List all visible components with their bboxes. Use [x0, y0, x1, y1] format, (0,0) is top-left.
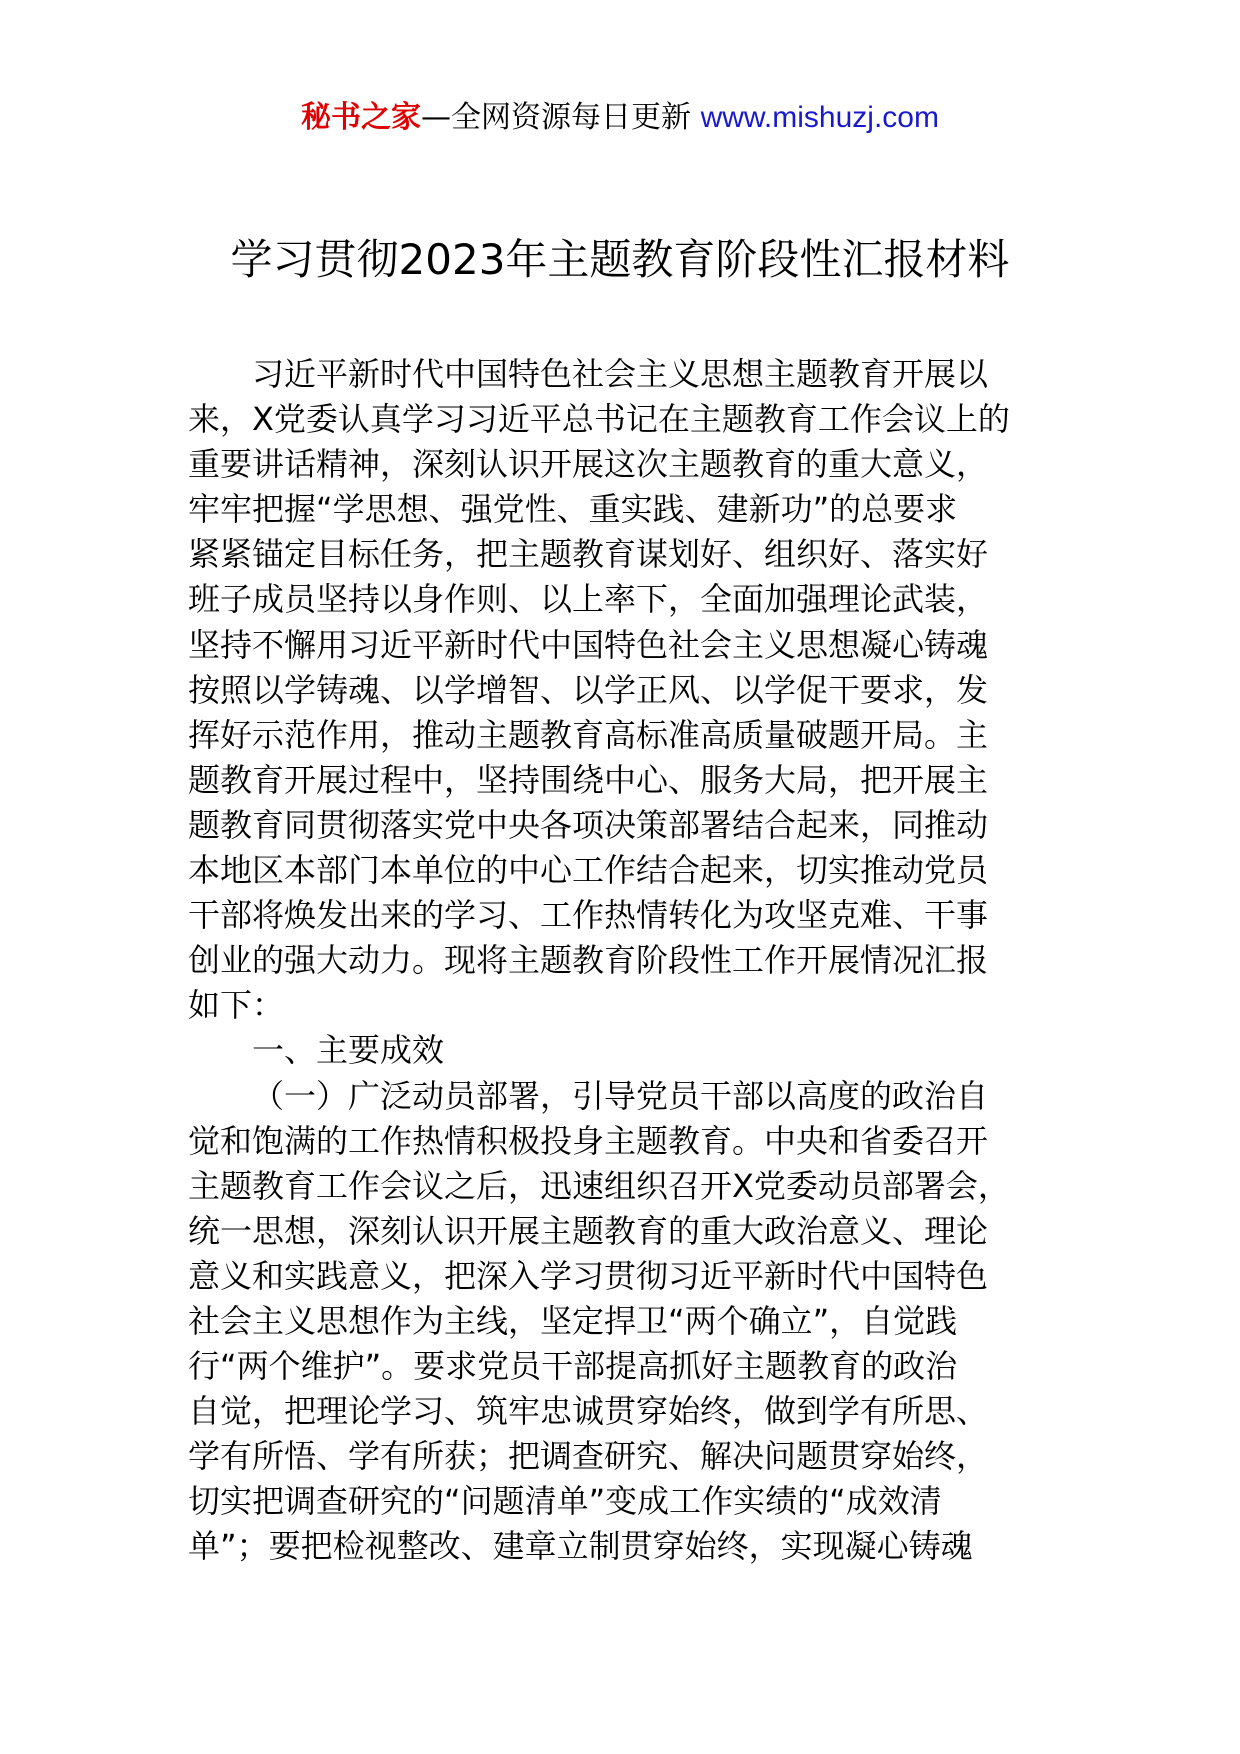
body-line: 紧紧锚定目标任务，把主题教育谋划好、组织好、落实好	[188, 535, 989, 574]
body-line: 觉和饱满的工作热情积极投身主题教育。中央和省委召开	[188, 1121, 989, 1160]
body-line: 干部将焕发出来的学习、工作热情转化为攻坚克难、干事	[188, 896, 989, 935]
body-line: 习近平新时代中国特色社会主义思想主题教育开展以	[252, 355, 989, 393]
body-line: 本地区本部门本单位的中心工作结合起来，切实推动党员	[188, 851, 989, 890]
body-line: 挥好示范作用，推动主题教育高标准高质量破题开局。主	[188, 715, 989, 754]
site-url-link[interactable]: www.mishuzj.com	[700, 101, 939, 134]
body-line: 自觉，把理论学习、筑牢忠诚贯穿始终，做到学有所思、	[188, 1392, 989, 1431]
body-line: 题教育开展过程中，坚持围绕中心、服务大局，把开展主	[188, 760, 989, 799]
body-line: 按照以学铸魂、以学增智、以学正风、以学促干要求，发	[188, 670, 989, 709]
section-heading: 一、主要成效	[252, 1031, 445, 1070]
body-line: 行“两个维护”。要求党员干部提高抓好主题教育的政治	[188, 1347, 958, 1386]
body-line: 重要讲话精神，深刻认识开展这次主题教育的重大意义，	[188, 445, 989, 484]
body-line: 统一思想，深刻认识开展主题教育的重大政治意义、理论	[188, 1211, 989, 1250]
body-line: 意义和实践意义，把深入学习贯彻习近平新时代中国特色	[188, 1256, 989, 1295]
body-line: 社会主义思想作为主线，坚定捍卫“两个确立”，自觉践	[188, 1301, 958, 1340]
document-body	[188, 352, 1068, 1570]
body-line: 切实把调查研究的“问题清单”变成工作实绩的“成效清	[188, 1482, 942, 1521]
body-line: 主题教育工作会议之后，迅速组织召开X党委动员部署会，	[188, 1166, 1010, 1205]
body-line: 牢牢把握“学思想、强党性、重实践、建新功”的总要求	[188, 490, 958, 529]
body-line: 坚持不懈用习近平新时代中国特色社会主义思想凝心铸魂	[188, 625, 989, 664]
body-line: 题教育同贯彻落实党中央各项决策部署结合起来，同推动	[188, 805, 989, 844]
body-line: 学有所悟、学有所获；把调查研究、解决问题贯穿始终，	[188, 1437, 989, 1476]
body-line: 来，X党委认真学习习近平总书记在主题教育工作会议上的	[188, 400, 1010, 439]
site-banner	[0, 98, 1240, 138]
site-brand: 秘书之家	[301, 100, 422, 135]
document-title: 学习贯彻2023年主题教育阶段性汇报材料	[230, 235, 1010, 284]
site-tagline: —全网资源每日更新	[421, 100, 692, 135]
body-line: 创业的强大动力。现将主题教育阶段性工作开展情况汇报	[188, 941, 989, 980]
body-line: 如下：	[188, 986, 285, 1025]
body-line: 单”；要把检视整改、建章立制贯穿始终，实现凝心铸魂	[188, 1527, 973, 1566]
body-line: 班子成员坚持以身作则、以上率下，全面加强理论武装，	[188, 580, 989, 619]
subsection-line: （一）广泛动员部署，引导党员干部以高度的政治自	[252, 1076, 989, 1115]
